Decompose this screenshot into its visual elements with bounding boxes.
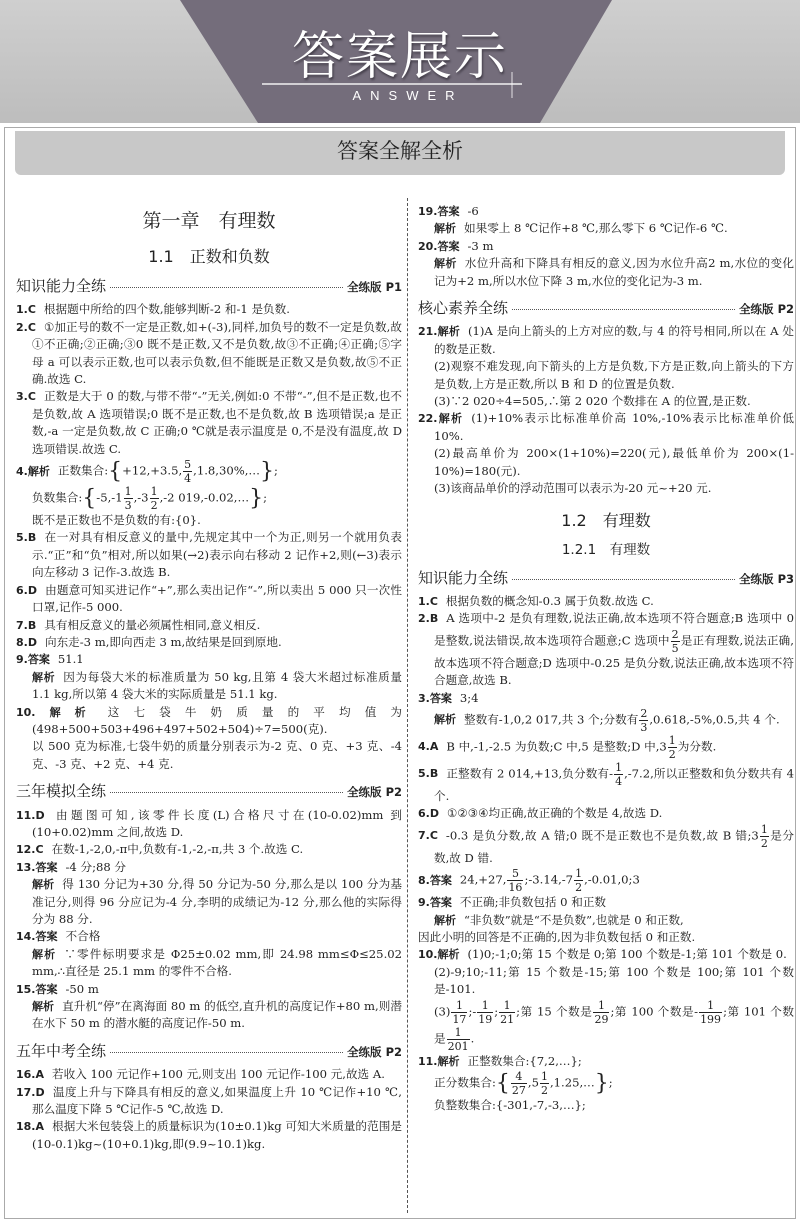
answer-item: [16, 634, 402, 651]
fraction: [183, 458, 192, 485]
answer-subparagraph: [16, 512, 402, 529]
banner-subtitle: ANSWER: [352, 88, 464, 103]
answer-item: [16, 859, 402, 876]
answer-subparagraph: [16, 946, 402, 981]
fraction-numerator: 2: [640, 706, 648, 720]
item-number: 1.C: [16, 303, 36, 317]
page-reference: 全练版 P3: [739, 571, 794, 586]
text-run: 负数集合:: [32, 490, 83, 505]
answer-item: [16, 388, 402, 458]
text-run: (1)0;-1;0;第 15 个数是 0;第 100 个数是-1;第 101 个数是 0.: [467, 947, 787, 962]
fraction-numerator: 1: [124, 485, 132, 499]
text-run: 根据题中所给的四个数,能够判断-2 和-1 是负数.: [43, 302, 290, 317]
text-run: ,-2 019,-0.02,…: [159, 490, 250, 505]
text-run: 正数集合:: [57, 463, 109, 478]
text-run: ∵零件标明要求是 Φ25±0.02 mm,即 24.98 mm≤Φ≤25.02 mm,∴直径是 25.1 mm 的零件不合格.: [32, 946, 403, 979]
answer-item: [16, 928, 402, 945]
text-run: (2)-9;10;-11;第 15 个数是-15;第 100 个数是 100;第 101 个数是-101.: [434, 964, 794, 997]
heading-title: 知识能力全练: [16, 277, 107, 295]
answer-item: [418, 734, 794, 761]
answer-item: [16, 1084, 402, 1119]
text-run: -5,-1: [96, 490, 123, 505]
fraction: [477, 999, 493, 1026]
answer-item: [418, 1053, 794, 1070]
fraction: [593, 999, 609, 1026]
page-reference: 全练版 P2: [347, 1044, 402, 1059]
dot-leader: [110, 792, 343, 793]
text-run: -3 m: [467, 238, 494, 253]
fraction: [499, 999, 515, 1026]
answer-item: [418, 203, 794, 220]
item-number: 9.答案: [16, 653, 50, 667]
answer-item: [418, 823, 794, 867]
answer-item: [418, 610, 794, 689]
fraction-denominator: 2: [150, 499, 158, 513]
item-number: 8.答案: [418, 873, 452, 887]
item-number: 21.解析: [418, 325, 460, 339]
text-run: 这七袋牛奶质量的平均值为(498+500+503+496+497+502+504)÷7=500(克).: [32, 704, 402, 736]
exercise-heading: [418, 570, 794, 588]
text-run: 3;4: [459, 690, 479, 705]
text-run: 是正有理数,说法正确,故本选项不符合题意;D 选项中-0.25 是负分数,说法正确,故本选项不符合题意,故选 B.: [434, 633, 794, 688]
fraction-numerator: 1: [760, 822, 768, 836]
page-reference: 全练版 P1: [347, 280, 402, 294]
fraction: [614, 761, 623, 788]
answer-subparagraph: [16, 669, 402, 704]
item-number: 11.D: [16, 808, 45, 822]
fraction-numerator: 1: [593, 999, 609, 1013]
answer-subparagraph: [418, 707, 794, 734]
fraction: [671, 628, 680, 655]
text-run: 整数有-1,0,2 017,共 3 个;分数有: [464, 712, 639, 727]
item-number: 9.答案: [418, 896, 452, 910]
text-run: 正数是大于 0 的数,与带不带“-”无关,例如:0 不带“-”,但不是正数,也不是负数,故 A 选项错误;0 既不是正数,也不是负数,故 B 选项错误;a 是正数,-a 一定是负数,故 C 正确;0 ℃就是表示温度是 0,不是没有温度,故 D 选项错误.故选 C.: [32, 389, 402, 456]
fraction-denominator: 2: [760, 836, 768, 850]
text-run: ,-0.01,0;3: [584, 872, 640, 887]
text-run: -6: [467, 204, 479, 218]
text-run: 根据负数的概念知-0.3 属于负数.故选 C.: [445, 593, 654, 608]
fraction-denominator: 5: [671, 641, 679, 655]
text-run: ;: [274, 463, 278, 478]
fraction: [447, 1026, 470, 1053]
text-run: -50 m: [65, 981, 99, 996]
answer-item: [16, 582, 402, 617]
fraction: [639, 707, 648, 734]
answer-item: [418, 946, 794, 963]
brace: }: [260, 459, 274, 485]
fraction-numerator: 1: [150, 485, 158, 499]
text-run: 24,+27,: [459, 872, 507, 887]
text-run: ,-7.2,所以正整数和负分数共有 4 个.: [434, 766, 794, 803]
answer-item: [16, 458, 402, 485]
fraction-numerator: 1: [615, 760, 623, 774]
answer-banner: [0, 0, 800, 123]
heading-title: 知识能力全练: [418, 568, 509, 587]
item-number: 3.C: [16, 390, 36, 404]
text-run: 是分数,故 D 错.: [434, 828, 794, 865]
fraction-denominator: 17: [452, 1012, 467, 1026]
text-run: 既不是正数也不是负数的有:{0}.: [32, 513, 201, 528]
fraction: [699, 999, 722, 1026]
fraction-numerator: 1: [668, 733, 676, 747]
answer-subparagraph: [418, 480, 794, 497]
item-number: 7.B: [16, 618, 37, 632]
answer-subparagraph: [418, 255, 794, 290]
answer-item: [418, 867, 794, 894]
text-run: 因为每袋大米的标准质量为 50 kg,且第 4 袋大米超过标准质量 1.1 kg,所以第 4 袋大米的实际质量是 51.1 kg.: [32, 669, 402, 702]
answer-item: [16, 1118, 402, 1153]
text-run: 正整数集合:{7,2,…};: [467, 1053, 582, 1068]
text-run: (1)+10%表示比标准单价高 10%,-10%表示比标准单价低 10%.: [434, 411, 794, 443]
subparagraph-label: 解析: [32, 1000, 55, 1014]
section-title-bar: 答案全解全析: [15, 131, 785, 175]
text-run: 温度上升与下降具有相反的意义,如果温度上升 10 ℃记作+10 ℃,那么温度下降 5 ℃记作-5 ℃,故选 D.: [32, 1084, 402, 1117]
heading-title: 三年模拟全练: [16, 782, 107, 801]
text-run: .: [470, 1031, 475, 1046]
fraction-denominator: 3: [124, 499, 132, 513]
text-run: ;第 101 个数是: [434, 1004, 795, 1046]
text-run: +12,+3.5,: [122, 463, 183, 478]
text-run: 在一对具有相反意义的量中,先规定其中一个为正,则另一个就用负表示.“正”和“负”相对,所以如果(→2)表示向右移动 2 记作+2,则(←3)表示向左移动 3 记作-3.故选 B.: [32, 530, 402, 580]
answer-item: [418, 238, 794, 255]
brace: {: [495, 1071, 510, 1096]
text-run: ,0.618,-5%,0.5,共 4 个.: [649, 712, 780, 727]
fraction-numerator: 1: [499, 999, 515, 1013]
text-run: 不合格: [65, 929, 101, 944]
item-number: 4.解析: [16, 464, 50, 478]
answer-subparagraph: [16, 876, 402, 928]
text-run: (3)∵2 020÷4=505,∴第 2 020 个数排在 A 的位置,是正数.: [434, 394, 751, 409]
fraction-denominator: 19: [478, 1012, 493, 1026]
answer-item: [16, 704, 402, 739]
spacer: [418, 498, 794, 510]
brace: }: [594, 1071, 609, 1096]
heading-title: 核心素养全练: [418, 299, 509, 318]
text-run: ;: [608, 1075, 613, 1090]
text-run: ;第 100 个数是-: [610, 1004, 699, 1019]
answer-item: [418, 593, 794, 610]
item-number: 5.B: [16, 531, 37, 545]
item-number: 4.A: [418, 740, 439, 754]
text-run: (3): [434, 1004, 451, 1019]
answer-item: [16, 529, 402, 581]
fraction-denominator: 27: [511, 1084, 526, 1097]
exercise-heading: [16, 783, 402, 801]
item-number: 2.C: [16, 320, 36, 334]
dot-leader: [110, 287, 343, 288]
banner-title: 答案展示: [291, 27, 508, 87]
item-number: 14.答案: [16, 930, 58, 944]
subparagraph-label: 解析: [434, 713, 456, 727]
brace: {: [108, 459, 123, 485]
item-number: 16.A: [16, 1068, 44, 1082]
answer-item: [16, 301, 402, 318]
answer-item: [16, 807, 402, 842]
text-run: B 中,-1,-2.5 为负数;C 中,5 是整数;D 中,3: [446, 739, 667, 754]
brace: }: [249, 486, 264, 512]
chapter-title: 第一章 有理数: [142, 210, 276, 232]
answer-subparagraph: [418, 220, 794, 237]
subparagraph-label: 解析: [32, 670, 56, 684]
item-number: 17.D: [16, 1085, 45, 1099]
answer-item: [16, 651, 402, 668]
text-run: ①②③④均正确,故正确的个数是 4,故选 D.: [446, 806, 663, 821]
fraction-denominator: 199: [700, 1012, 722, 1026]
fraction-denominator: 201: [447, 1039, 469, 1053]
fraction: [124, 485, 133, 512]
text-run: ;: [263, 490, 267, 505]
item-number: 3.答案: [418, 691, 452, 705]
fraction-numerator: 1: [540, 1070, 548, 1083]
answer-item: [16, 1066, 402, 1083]
item-number: 10.解析: [16, 705, 100, 719]
fraction: [760, 823, 769, 850]
item-number: 6.D: [418, 807, 439, 821]
fraction-denominator: 21: [500, 1012, 515, 1026]
text-run: ,1.8,30%,…: [193, 463, 260, 478]
fraction-numerator: 1: [447, 1026, 470, 1040]
fraction-numerator: 1: [477, 999, 493, 1013]
answer-item: [418, 805, 794, 822]
fraction-numerator: 1: [699, 999, 722, 1013]
item-number: 5.B: [418, 767, 439, 781]
text-run: A 选项中-2 是负有理数,说法正确,故本选项不符合题意;B 选项中 0 是整数,说法错误,故本选项符合题意;C 选项中: [434, 611, 794, 648]
text-run: -0.3 是负分数,故 A 错;0 既不是正数也不是负数,故 B 错;3: [445, 828, 759, 843]
text-run: ;: [494, 1004, 499, 1019]
item-number: 12.C: [16, 843, 44, 857]
text-run: ;-: [468, 1004, 477, 1019]
exercise-heading: [16, 278, 402, 296]
answer-item: [418, 761, 794, 805]
fraction-denominator: 16: [508, 881, 523, 895]
fraction: [511, 1070, 527, 1097]
fraction: [451, 999, 467, 1026]
right-column: [418, 203, 794, 1114]
item-number: 1.C: [418, 594, 438, 608]
text-run: 正整数有 2 014,+13,负分数有-: [446, 766, 614, 781]
answer-subparagraph: [418, 964, 794, 999]
answer-subparagraph: [418, 358, 794, 393]
text-run: “非负数”就是“不是负数”,也就是 0 和正数,: [464, 912, 684, 927]
fraction-denominator: 2: [575, 881, 583, 895]
brace: {: [82, 486, 97, 512]
fraction-denominator: 2: [540, 1084, 548, 1097]
text-run: (3)该商品单价的浮动范围可以表示为-20 元~+20 元.: [434, 481, 712, 496]
fraction-numerator: 2: [671, 627, 679, 641]
text-run: 正分数集合:: [434, 1075, 496, 1090]
answer-subparagraph: [418, 1097, 794, 1114]
answer-content-box: [4, 127, 796, 1219]
answer-item: [418, 323, 794, 358]
section-title: 1.2 有理数: [561, 510, 651, 530]
fraction-numerator: 4: [511, 1070, 527, 1084]
text-run: 向东走-3 m,即向西走 3 m,故结果是回到原地.: [44, 634, 282, 649]
heading-title: 五年中考全练: [16, 1041, 107, 1060]
page-reference: 全练版 P2: [347, 785, 402, 800]
fraction-denominator: 3: [640, 720, 648, 734]
fraction-denominator: 2: [668, 747, 676, 761]
fraction-denominator: 4: [615, 774, 623, 788]
text-run: 负整数集合:{-301,-7,-3,…};: [434, 1098, 586, 1112]
answer-subparagraph: [16, 738, 402, 773]
text-run: 直升机“停”在离海面 80 m 的低空,直升机的高度记作+80 m,则潜在水下 50 m 的潜水艇的高度记作-50 m.: [32, 999, 402, 1031]
fraction: [507, 867, 523, 894]
fraction-numerator: 5: [507, 867, 523, 881]
answer-item: [418, 410, 794, 445]
fraction-numerator: 1: [575, 867, 583, 881]
fraction-denominator: 4: [184, 472, 192, 486]
left-column: [16, 208, 402, 1153]
subparagraph-label: 解析: [434, 257, 457, 271]
fraction-numerator: 1: [451, 999, 467, 1013]
text-run: 水位升高和下降具有相反的意义,因为水位升高2 m,水位的变化记为+2 m,所以水位下降 3 m,水位的变化记为-3 m.: [434, 256, 795, 288]
item-number: 15.答案: [16, 982, 58, 996]
answer-item: [16, 319, 402, 389]
text-run: 在数-1,-2,0,-π中,负数有-1,-2,-π,共 3 个.故选 C.: [51, 842, 304, 857]
section-title: 1.1 正数和负数: [148, 247, 270, 266]
dot-leader: [512, 579, 735, 580]
text-run: 若收入 100 元记作+100 元,则支出 100 元记作-100 元,故选 A.: [52, 1067, 385, 1082]
item-number: 2.B: [418, 612, 439, 626]
text-run: -4 分;88 分: [65, 859, 127, 874]
text-run: ,-3: [133, 490, 149, 505]
text-run: (2)观察不难发现,向下箭头的上方是负数,下方是正数,向上箭头的下方是负数,上方是正数,所以 B 和 D 的位置是负数.: [434, 359, 794, 391]
item-number: 8.D: [16, 635, 37, 649]
item-number: 10.解析: [418, 948, 460, 962]
item-number: 13.答案: [16, 860, 58, 874]
text-run: 得 130 分记为+30 分,得 50 分记为-50 分,那么是以 100 分为基准记分,则得 96 分应记为-4 分,李明的成绩记为-12 分,那么他的实际得分为 88 分.: [32, 877, 402, 926]
text-run: 如果零上 8 ℃记作+8 ℃,那么零下 6 ℃记作-6 ℃.: [464, 221, 728, 236]
answer-subparagraph: [418, 912, 794, 929]
text-run: 为分数.: [677, 739, 717, 754]
answer-item: [418, 894, 794, 911]
answer-item: [16, 841, 402, 858]
item-number: 22.解析: [418, 412, 464, 426]
subparagraph-label: 解析: [434, 222, 456, 236]
item-number: 11.解析: [418, 1054, 460, 1068]
answer-item: [418, 690, 794, 707]
subparagraph-label: 解析: [434, 913, 456, 927]
exercise-heading: [418, 300, 794, 318]
text-run: ①加正号的数不一定是正数,如+(-3),同样,加负号的数不一定是负数,故①不正确;②正确;③0 既不是正数,又不是负数,故③不正确;④正确;⑤字母 a 可以表示正数,也可以表示负数,但不能既是正数又是负数,故⑤不正确.故选 C.: [32, 319, 402, 387]
column-divider: [407, 198, 408, 1213]
answer-item: [16, 981, 402, 998]
text-run: 不正确;非负数包括 0 和正数: [459, 895, 607, 910]
text-run: 根据大米包装袋上的质量标识为(10±0.1)kg 可知大米质量的范围是(10-0.1)kg~(10+0.1)kg,即(9.9~10.1)kg.: [32, 1119, 402, 1151]
answer-subparagraph: [418, 393, 794, 410]
fraction: [150, 485, 159, 512]
subparagraph-label: 解析: [32, 878, 55, 892]
item-number: 20.答案: [418, 239, 460, 253]
fraction-denominator: 29: [594, 1012, 609, 1026]
fraction-numerator: 5: [184, 458, 192, 472]
item-number: 6.D: [16, 583, 37, 597]
text-run: 具有相反意义的量必须属性相同,意义相反.: [44, 617, 261, 632]
answer-subparagraph: [16, 998, 402, 1033]
item-number: 7.C: [418, 829, 438, 843]
answer-subparagraph: [418, 445, 794, 480]
fraction: [540, 1070, 549, 1097]
page-reference: 全练版 P2: [739, 302, 794, 317]
subparagraph-label: 解析: [32, 947, 57, 961]
text-run: ;第 15 个数是: [516, 1004, 593, 1019]
text-run: 由题图可知,该零件长度(L)合格尺寸在(10-0.02)mm 到(10+0.02)mm 之间,故选 D.: [32, 807, 402, 839]
answer-subparagraph: [16, 485, 402, 512]
dot-leader: [110, 1052, 343, 1053]
exercise-heading: [16, 1043, 402, 1061]
answer-subparagraph: [418, 929, 794, 946]
text-run: ,1.25,…: [549, 1075, 595, 1090]
text-run: 51.1: [57, 652, 84, 667]
subsection-title: 1.2.1 有理数: [561, 541, 651, 558]
fraction: [574, 867, 583, 894]
fraction: [668, 734, 677, 761]
text-run: (2)最高单价为 200×(1+10%)=220(元),最低单价为 200×(1-10%)=180(元).: [434, 446, 794, 478]
text-run: ;-3.14,-7: [524, 872, 574, 887]
answer-subparagraph: [418, 999, 794, 1053]
answer-item: [16, 617, 402, 634]
text-run: (1)A 是向上箭头的上方对应的数,与 4 的符号相同,所以在 A 处的数是正数.: [434, 324, 794, 356]
text-run: 由题意可知买进记作“+”,那么卖出记作“-”,所以卖出 5 000 只一次性口罩,记作-5 000.: [32, 582, 402, 615]
item-number: 19.答案: [418, 205, 460, 218]
answer-subparagraph: [418, 1070, 794, 1097]
dot-leader: [512, 309, 735, 310]
item-number: 18.A: [16, 1120, 44, 1134]
text-run: 因此小明的回答是不正确的,因为非负数包括 0 和正数.: [418, 929, 696, 944]
text-run: ,5: [527, 1075, 539, 1090]
text-run: 以 500 克为标准,七袋牛奶的质量分别表示为-2 克、0 克、+3 克、-4 克、-3 克、+2 克、+4 克.: [32, 739, 402, 771]
